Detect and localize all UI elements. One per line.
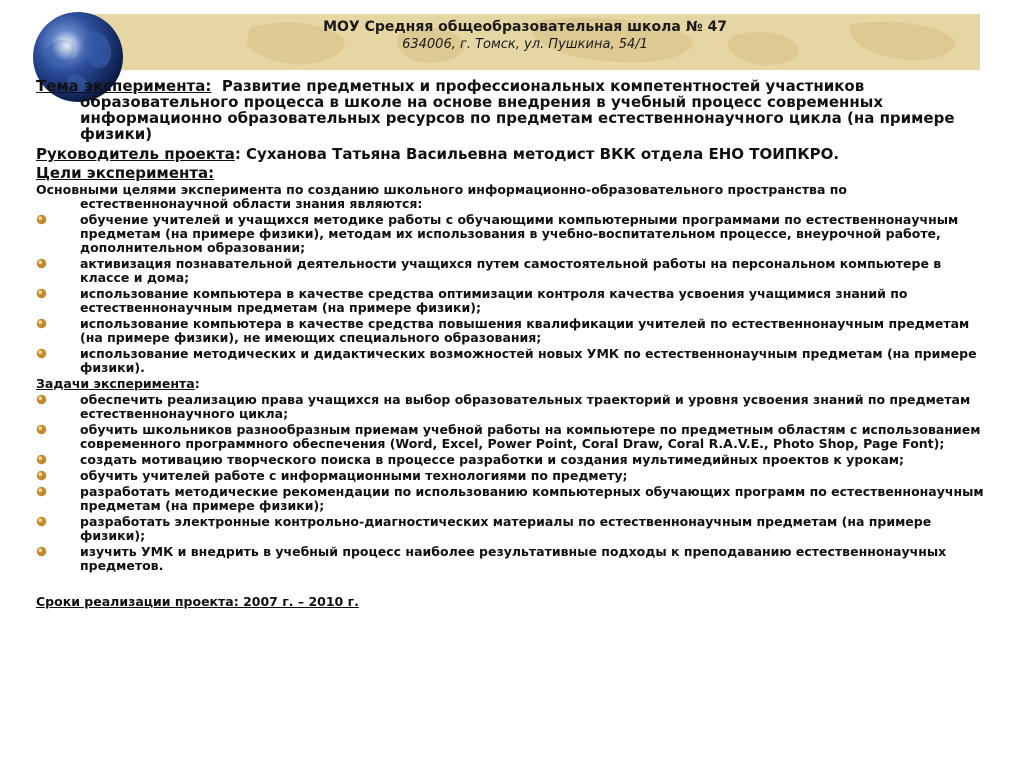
- goals-intro: [36, 183, 986, 211]
- project-term: Сроки реализации проекта: 2007 г. – 2010 г.: [36, 594, 359, 609]
- list-item: [36, 213, 986, 255]
- theme-label: Тема эксперимента:: [36, 77, 212, 95]
- list-item: [36, 317, 986, 345]
- bullet-icon: [36, 424, 47, 435]
- experiment-theme: [36, 78, 986, 142]
- project-leader: [36, 146, 986, 163]
- bullet-icon: [36, 318, 47, 329]
- goal-text: активизация познавательной деятельности учащихся путем самостоятельной работы на персональном компьютере в классе и дома;: [80, 256, 942, 285]
- bullet-icon: [36, 454, 47, 465]
- list-item: [36, 257, 986, 285]
- list-item: [36, 423, 986, 451]
- tasks-heading: Задачи эксперимента: [36, 376, 195, 391]
- list-item: [36, 287, 986, 315]
- goal-text: использование методических и дидактических возможностей новых УМК по естественнонаучным предметам (на примере физики).: [80, 346, 977, 375]
- bullet-icon: [36, 486, 47, 497]
- task-text: обучить учителей работе с информационными технологиями по предмету;: [80, 468, 628, 483]
- list-item: [36, 515, 986, 543]
- task-text: обеспечить реализацию права учащихся на выбор образовательных траекторий и уровня усвоения знаний по предметам естественнонаучного цикла;: [80, 392, 971, 421]
- list-item: [36, 393, 986, 421]
- bullet-icon: [36, 394, 47, 405]
- task-text: разработать методические рекомендации по использованию компьютерных обучающих программ по естественнонаучным предметам (на примере физики);: [80, 484, 984, 513]
- bullet-icon: [36, 546, 47, 557]
- page-header: [70, 18, 980, 53]
- list-item: [36, 485, 986, 513]
- task-text: обучить школьников разнообразным приемам учебной работы на компьютере по предметным областям с использованием современного программного обеспечения (Word, Excel, Power Point, Coral Draw, Coral R.A.V.E., Photo Shop, Page Font);: [80, 422, 981, 451]
- bullet-icon: [36, 214, 47, 225]
- goals-intro-rest: естественнонаучной области знания являются:: [80, 196, 423, 211]
- leader-text: : Суханова Татьяна Васильевна методист ВКК отдела ЕНО ТОИПКРО.: [234, 145, 840, 163]
- goals-intro-first-line: Основными целями эксперимента по созданию школьного информационно-образовательного пространства по: [36, 182, 847, 197]
- theme-continuation: образовательного процесса в школе на основе внедрения в учебный процесс современных информационно образовательных ресурсов по предметам естественнонаучного цикла (на примере физики): [80, 93, 955, 143]
- goal-text: использование компьютера в качестве средства повышения квалификации учителей по естественнонаучным предметам (на примере физики), не имеющих специального образования;: [80, 316, 970, 345]
- task-text: изучить УМК и внедрить в учебный процесс наиболее результативные подходы к преподаванию естественнонаучных предметов.: [80, 544, 947, 573]
- bullet-icon: [36, 288, 47, 299]
- bullet-icon: [36, 470, 47, 481]
- tasks-list: [36, 393, 986, 573]
- tasks-heading-line: [36, 377, 986, 391]
- school-name: МОУ Средняя общеобразовательная школа № 47: [323, 19, 727, 35]
- goal-text: обучение учителей и учащихся методике работы с обучающими компьютерными программами по естественнонаучным предметам (на примере физики), методам их использования в учебно-воспитательном процессе, внеурочной работе, дополнительном образовании;: [80, 212, 959, 255]
- list-item: [36, 347, 986, 375]
- goals-list: [36, 213, 986, 375]
- school-address: 634006, г. Томск, ул. Пушкина, 54/1: [402, 37, 648, 52]
- task-text: разработать электронные контрольно-диагностических материалы по естественнонаучным предметам (на примере физики);: [80, 514, 932, 543]
- list-item: [36, 453, 986, 467]
- list-item: [36, 469, 986, 483]
- bullet-icon: [36, 258, 47, 269]
- bullet-icon: [36, 348, 47, 359]
- goals-heading: Цели эксперимента:: [36, 164, 215, 182]
- list-item: [36, 545, 986, 573]
- task-text: создать мотивацию творческого поиска в процессе разработки и создания мультимедийных проектов к урокам;: [80, 452, 904, 467]
- leader-label: Руководитель проекта: [36, 145, 235, 163]
- theme-text: Развитие предметных и профессиональных компетентностей участников: [221, 77, 865, 95]
- document-body: [36, 78, 986, 610]
- tasks-heading-colon: :: [194, 376, 200, 391]
- goal-text: использование компьютера в качестве средства оптимизации контроля качества усвоения учащимися знаний по естественнонаучным предметам (на примере физики);: [80, 286, 908, 315]
- bullet-icon: [36, 516, 47, 527]
